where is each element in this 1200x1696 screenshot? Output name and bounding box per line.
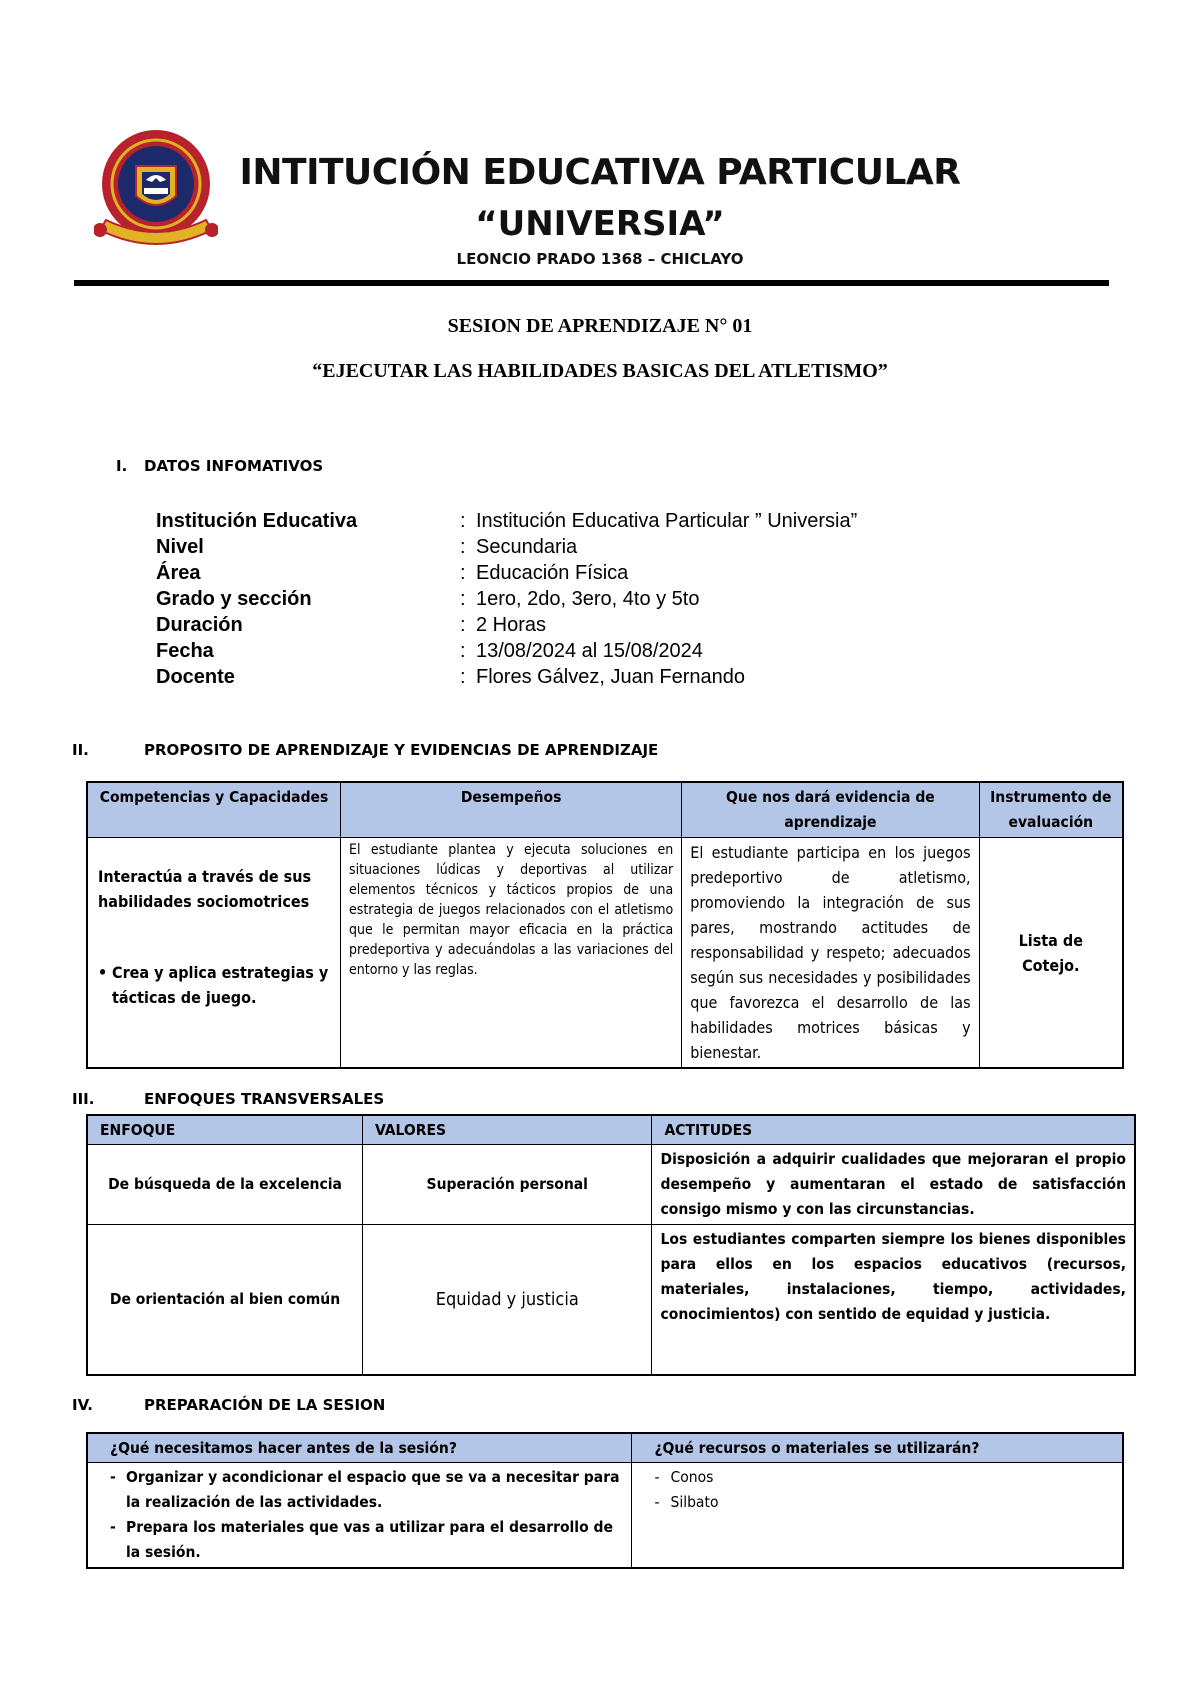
info-colon: : bbox=[460, 562, 466, 584]
attitude-cell: Los estudiantes comparten siempre los bienes disponibles para ellos en los espacios educativos (recursos, materiales, instalaciones, tiempo, actividades, conocimientos) con sentido de equidad y justicia. bbox=[652, 1225, 1135, 1375]
institution-title: INTITUCIÓN EDUCATIVA PARTICULAR bbox=[239, 152, 961, 193]
list-item: - Prepara los materiales que vas a utilizar para el desarrollo de la sesión. bbox=[96, 1515, 623, 1565]
table-row bbox=[87, 1145, 1135, 1225]
info-label: Grado y sección bbox=[156, 588, 312, 610]
info-colon: : bbox=[460, 510, 466, 532]
competency-cell bbox=[87, 838, 341, 1069]
before-cell bbox=[87, 1463, 632, 1569]
list-item: - Silbato bbox=[640, 1490, 1114, 1515]
info-value: 1ero, 2do, 3ero, 4to y 5to bbox=[476, 588, 700, 610]
table-row bbox=[87, 838, 1123, 1069]
bullet-icon: • bbox=[98, 963, 108, 982]
preparation-table bbox=[86, 1432, 1124, 1569]
capacity-text: Crea y aplica estrategias y tácticas de juego. bbox=[112, 963, 329, 1007]
info-value: Flores Gálvez, Juan Fernando bbox=[476, 666, 746, 688]
info-colon: : bbox=[460, 640, 466, 662]
column-header: ¿Qué necesitamos hacer antes de la sesión? bbox=[87, 1433, 632, 1463]
competency-text: Interactúa a través de sus habilidades sociomotrices bbox=[98, 867, 312, 911]
info-label: Fecha bbox=[156, 640, 214, 662]
section-number: IV. bbox=[72, 1396, 93, 1414]
table-header-row bbox=[87, 1115, 1135, 1145]
table-header-row bbox=[87, 782, 1123, 838]
section-heading: PREPARACIÓN DE LA SESION bbox=[144, 1396, 386, 1414]
evidence-cell: El estudiante participa en los juegos predeportivo de atletismo, promoviendo la integración de sus pares, mostrando actitudes de responsabilidad y respeto; adecuados según sus necesidades y posibilidades que favorezca el desarrollo de las habilidades motrices básicas y bienestar. bbox=[682, 838, 979, 1069]
info-colon: : bbox=[460, 614, 466, 636]
info-value: Secundaria bbox=[476, 536, 578, 558]
info-colon: : bbox=[460, 588, 466, 610]
column-header: ¿Qué recursos o materiales se utilizarán? bbox=[632, 1433, 1123, 1463]
info-value: Educación Física bbox=[476, 562, 629, 584]
info-value: 13/08/2024 al 15/08/2024 bbox=[476, 640, 703, 662]
institution-name: “UNIVERSIA” bbox=[475, 204, 725, 244]
section-number: II. bbox=[72, 741, 89, 759]
info-label: Duración bbox=[156, 614, 243, 636]
table-row bbox=[87, 1225, 1135, 1375]
value-cell: Equidad y justicia bbox=[363, 1225, 652, 1375]
performance-cell: El estudiante plantea y ejecuta soluciones en situaciones lúdicas y deportivas al utilizar elementos técnicos y tácticos propios de una estrategia de juegos relacionados con el atletismo que le permitan mayor eficacia en la práctica predeportiva y adecuándolas a las variaciones del entorno y las reglas. bbox=[341, 838, 682, 1069]
focus-table bbox=[86, 1114, 1136, 1376]
info-colon: : bbox=[460, 536, 466, 558]
section-number: III. bbox=[72, 1090, 95, 1108]
info-label: Nivel bbox=[156, 536, 204, 558]
materials-cell bbox=[632, 1463, 1123, 1569]
list-item: - Conos bbox=[640, 1465, 1114, 1490]
session-title: SESION DE APRENDIZAJE N° 01 bbox=[447, 315, 753, 337]
column-header: Competencias y Capacidades bbox=[87, 782, 341, 838]
column-header: Instrumento de evaluación bbox=[979, 782, 1123, 838]
header-divider bbox=[74, 280, 1109, 286]
session-subtitle: “EJECUTAR LAS HABILIDADES BASICAS DEL ATLETISMO” bbox=[312, 360, 888, 382]
list-item: - Organizar y acondicionar el espacio que se va a necesitar para la realización de las actividades. bbox=[96, 1465, 623, 1515]
section-heading: ENFOQUES TRANSVERSALES bbox=[144, 1090, 385, 1108]
column-header: Que nos dará evidencia de aprendizaje bbox=[682, 782, 979, 838]
section-heading: DATOS INFOMATIVOS bbox=[144, 457, 324, 475]
column-header: VALORES bbox=[363, 1115, 652, 1145]
info-value: 2 Horas bbox=[476, 614, 547, 636]
attitude-cell: Disposición a adquirir cualidades que mejoraran el propio desempeño y aumentaran el estado de satisfacción consigo mismo y con las circunstancias. bbox=[652, 1145, 1135, 1225]
instrument-cell: Lista de Cotejo. bbox=[979, 838, 1123, 1069]
section-number: I. bbox=[116, 457, 128, 475]
info-colon: : bbox=[460, 666, 466, 688]
column-header: ACTITUDES bbox=[652, 1115, 1135, 1145]
focus-cell: De orientación al bien común bbox=[87, 1225, 363, 1375]
column-header: Desempeños bbox=[341, 782, 682, 838]
value-cell: Superación personal bbox=[363, 1145, 652, 1225]
capacity-item bbox=[98, 960, 332, 1010]
info-value: Institución Educativa Particular ” Universia” bbox=[476, 510, 858, 532]
section-heading: PROPOSITO DE APRENDIZAJE Y EVIDENCIAS DE APRENDIZAJE bbox=[144, 741, 659, 759]
column-header: ENFOQUE bbox=[87, 1115, 363, 1145]
info-label: Institución Educativa bbox=[156, 510, 358, 532]
institution-address: LEONCIO PRADO 1368 – CHICLAYO bbox=[456, 250, 744, 268]
table-header-row bbox=[87, 1433, 1123, 1463]
focus-cell: De búsqueda de la excelencia bbox=[87, 1145, 363, 1225]
info-label: Área bbox=[156, 562, 201, 584]
info-label: Docente bbox=[156, 666, 235, 688]
purpose-table bbox=[86, 781, 1124, 1069]
table-row bbox=[87, 1463, 1123, 1569]
